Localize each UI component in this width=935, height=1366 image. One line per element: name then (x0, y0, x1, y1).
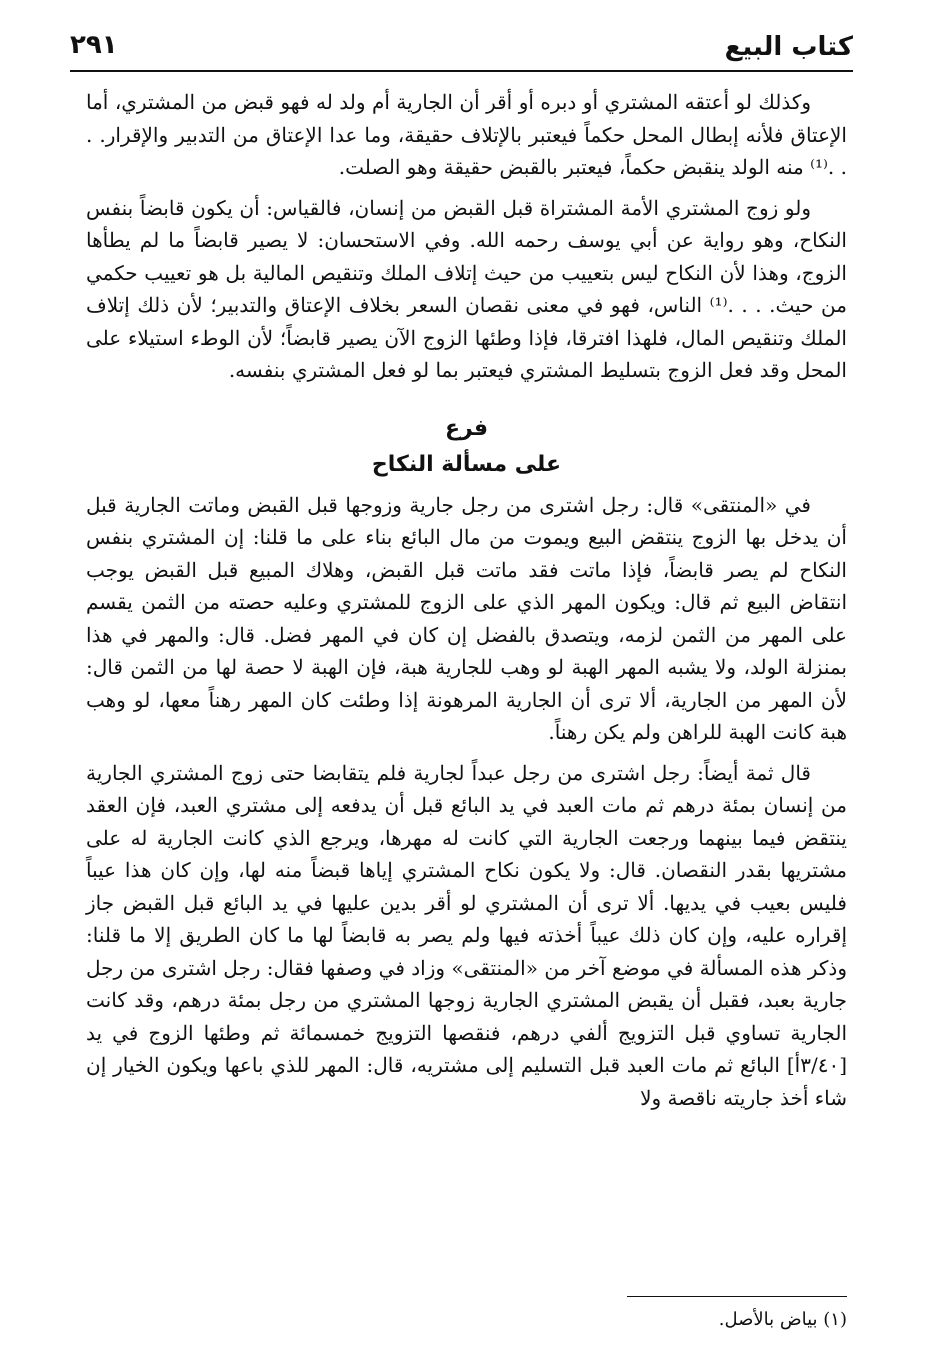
page-number: ٢٩١ (70, 30, 118, 60)
section-subheading: على مسألة النكاح (371, 451, 562, 477)
footnote-divider (627, 1296, 847, 1297)
section-heading-block (86, 411, 847, 483)
footnote: (١) بياض بالأصل. (718, 1309, 847, 1330)
section-heading: فرع (444, 415, 489, 441)
page-header (70, 24, 853, 72)
paragraph: ولو زوج المشتري الأمة المشتراة قبل القبض من إنسان، فالقياس: أن يكون قابضاً بنفس النكاح، وهو رواية عن أبي يوسف رحمه الله. وفي الاستحسان: لا يصير قابضاً ما لم يطأها الزوج، وهذا لأن النكاح ليس بتعييب من حيث إتلاف الملك وتنقيص المالية بل هو تعييب حكمي من حيث. . . .⁽¹⁾ الناس، فهو في معنى نقصان السعر بخلاف الإعتاق والتدبير؛ لأن ذلك إتلاف الملك وتنقيص المال، فلهذا افترقا، فإذا وطئها الزوج الآن يصير قابضاً؛ لأن الوطء استيلاء على المحل وقد فعل الزوج بتسليط المشتري فيعتبر بما لو فعل المشتري بنفسه. (86, 195, 847, 382)
page-body (86, 86, 847, 1114)
paragraph: قال ثمة أيضاً: رجل اشترى من رجل عبداً لجارية فلم يتقابضا حتى زوج المشتري الجارية من إنسان بمئة درهم ثم مات العبد في يد البائع قبل أن يدفعه إلى مشتري العبد، فإن العقد ينتقض فيما بينهما ورجعت الجارية التي كانت له مهرها، ويرجع الذي كانت الجارية له على مشتريها بقدر النقصان. قال: ولا يكون نكاح المشتري إياها قبضاً منه لها، وإن كان هذا عيباً فليس بعيب في يديها. ألا ترى أن المشتري لو أقر بدين عليها في يد البائع قبل القبض جاز إقراره عليه، وإن كان ذلك عيباً أخذته فيها ولم يصر به قابضاً لها ما كان الطريق إلا ما قلنا: وذكر هذه المسألة في موضع آخر من «المنتقى» وزاد في وصفها فقال: رجل اشترى من رجل جارية بعبد، فقبل أن يقبض المشتري الجارية زوجها المشتري من رجل بمئة درهم، وقد كانت الجارية تساوي قبل التزويج ألفي درهم، فنقصها التزويج خمسمائة ثم وطئها الزوج في يد [٣/٤٠أ] البائع ثم مات العبد قبل التسليم إلى مشتريه، قال: المهر للذي باعها ويكون الخيار إن شاء أخذ جاريته ناقصة ولا (86, 760, 847, 1110)
paragraph: وكذلك لو أعتقه المشتري أو دبره أو أقر أن الجارية أم ولد له فهو قبض من المشتري، أما الإعتاق فلأنه إبطال المحل حكماً فيعتبر بالإتلاف حقيقة، وما عدا الإعتاق من التدبير والإقرار. . . .⁽¹⁾ منه الولد ينقبض حكماً، فيعتبر بالقبض حقيقة وهو الصلت. (86, 90, 847, 179)
running-title: كتاب البيع (724, 32, 853, 62)
paragraph: في «المنتقى» قال: رجل اشترى من رجل جارية وزوجها قبل القبض وماتت الجارية قبل أن يدخل بها الزوج ينتقض البيع ويموت من مال البائع بناء على ما قلنا: إن المشتري بنفس النكاح لم يصر قابضاً، فإذا ماتت فقد ماتت قبل القبض، وهلاك المبيع قبل القبض يوجب انتقاض البيع ثم قال: ويكون المهر الذي على الزوج للمشتري وعليه حصته من الثمن يقسم على المهر من الثمن لزمه، ويتصدق بالفضل إن كان في المهر فضل. قال: والمهر في هذا بمنزلة الولد، ولا يشبه المهر الهبة لو وهب للجارية هبة، فإن الهبة لا حصة لها من الثمن قال: لأن المهر من الجارية، ألا ترى أن الجارية المرهونة إذا وطئت كان المهر رهناً معها، لو وهب هبة كانت الهبة للراهن ولم يكن رهناً. (86, 492, 848, 744)
